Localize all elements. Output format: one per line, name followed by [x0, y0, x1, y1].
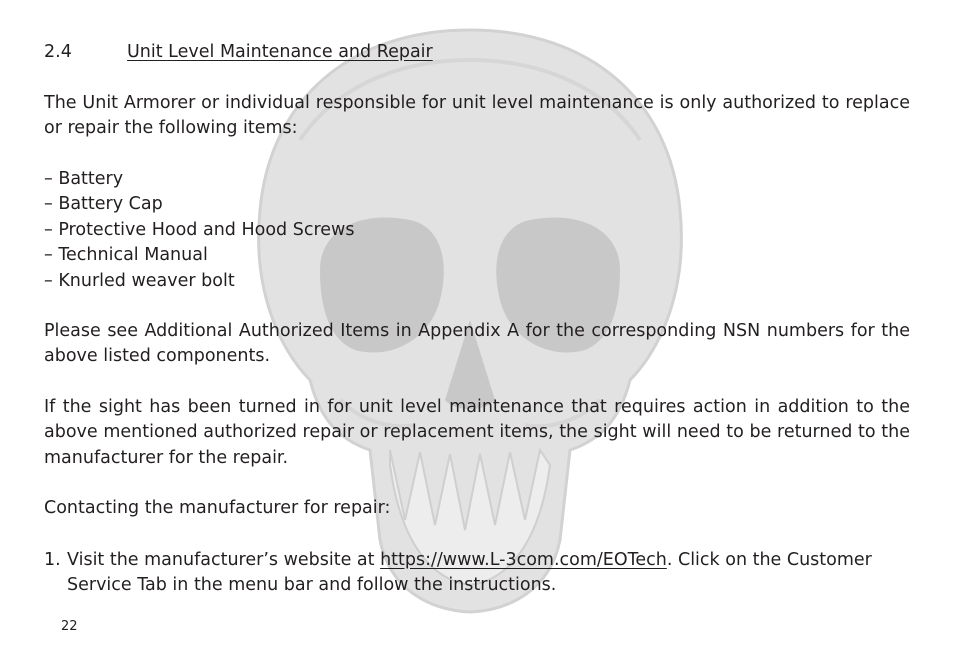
eotech-website-link[interactable]: https://www.L-3com.com/EOTech — [380, 550, 667, 570]
step-item — [44, 548, 910, 599]
list-item: – Battery — [44, 169, 124, 189]
intro-paragraph: The Unit Armorer or individual responsible for unit level maintenance is only authorized to replace or repair the following items: — [44, 93, 910, 139]
list-item: – Technical Manual — [44, 245, 208, 266]
list-item: – Battery Cap — [44, 194, 163, 215]
authorized-items-list — [44, 167, 354, 294]
steps-list — [44, 548, 910, 599]
section-title: Unit Level Maintenance and Repair — [127, 42, 433, 62]
list-item: – Knurled weaver bolt — [44, 270, 235, 291]
return-paragraph: If the sight has been turned in for unit level maintenance that requires action in addition to the above mentioned authorized repair or replacement items, the sight will need to be returned to the manufacturer for the repair. — [44, 397, 910, 468]
nsn-paragraph: Please see Additional Authorized Items in Appendix A for the corresponding NSN numbers for the above listed components. — [44, 321, 910, 367]
step-text-after: . Click on the Customer Service Tab in the menu bar and follow the instructions. — [67, 550, 872, 596]
step-text-before: Visit the manufacturer’s website at — [67, 550, 381, 570]
section-number: 2.4 — [44, 42, 72, 62]
page-number: 22 — [61, 619, 78, 634]
step-number: 1. — [44, 550, 61, 570]
section-heading — [44, 40, 433, 65]
contacting-paragraph: Contacting the manufacturer for repair: — [44, 498, 391, 518]
list-item: – Protective Hood and Hood Screws — [44, 219, 355, 240]
